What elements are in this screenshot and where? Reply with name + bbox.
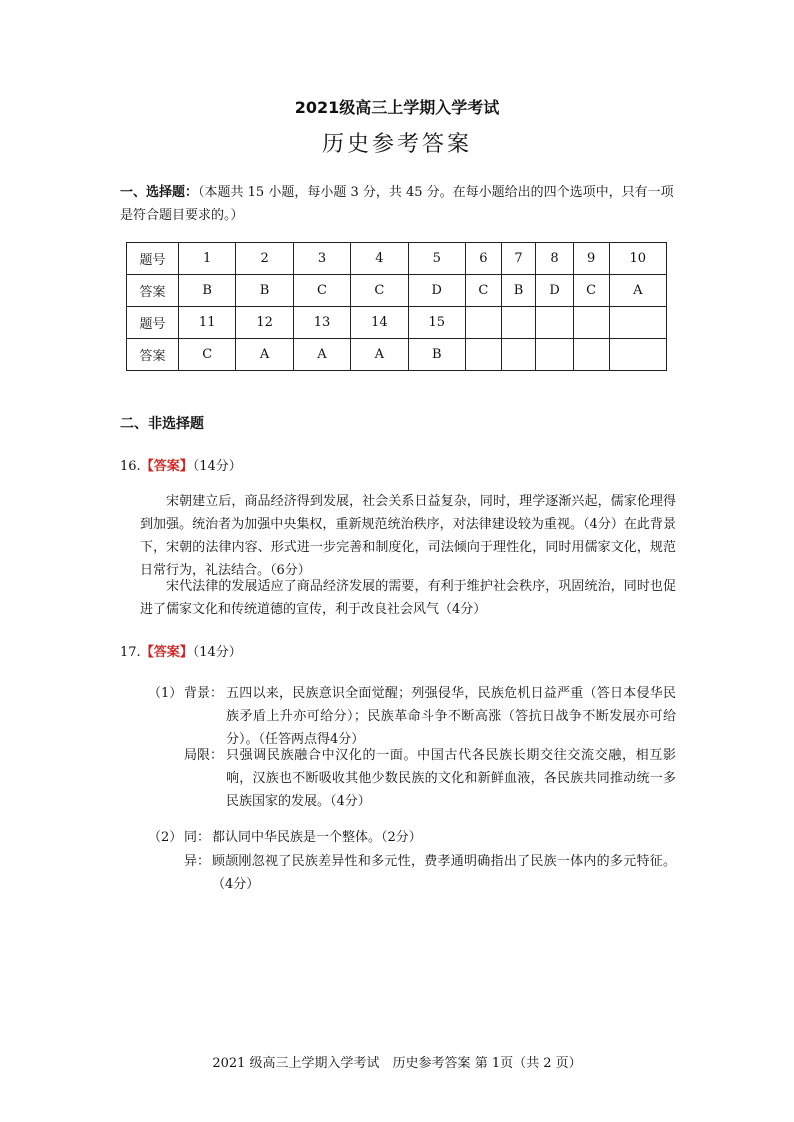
table-cell [501,339,536,371]
table-cell: 14 [351,307,408,339]
q17-diff-label: 异： [184,854,211,869]
table-cell: A [351,339,408,371]
q17-limitation-text: 只强调民族融合中汉化的一面。中国古代各民族长期交往交流交融，相互影响，汉族也不断吸收其他少数民族的文化和新鲜血液，各民族共同推动统一多民族国家的发展。（4分） [226,748,676,809]
q17-answer-tag: 【答案】 [140,645,193,660]
table-cell: D [408,275,465,307]
section1-heading [120,181,680,227]
table-cell: C [179,339,236,371]
table-cell [501,307,536,339]
table-cell-label: 题号 [127,307,179,339]
q17-background-text: 五四以来，民族意识全面觉醒；列强侵华，民族危机日益严重（答日本侵华民族矛盾上升亦可给分）；民族革命斗争不断高涨（答抗日战争不断发展亦可给分）。（任答两点得4分） [226,686,676,747]
table-cell [609,307,666,339]
table-cell: A [293,339,350,371]
exam-title: 2021级高三上学期入学考试 [294,98,500,117]
q16-paragraph-2: 宋代法律的发展适应了商品经济发展的需要，有利于维护社会秩序，巩固统治，同时也促进了儒家文化和传统道德的宣传，利于改良社会风气（4分） [140,579,676,617]
table-cell: B [501,275,536,307]
page-footer: 2021 级高三上学期入学考试 历史参考答案 第 1页（共 2 页） [212,1056,582,1071]
table-row [127,243,667,275]
table-cell: A [236,339,293,371]
table-cell-label: 题号 [127,243,179,275]
table-cell: 8 [536,243,573,275]
q17-limitation-label: 局限： [184,748,224,763]
section1-desc: （本题共 15 小题，每小题 3 分，共 45 分。在每小题给出的四个选项中，只有一项是符合题目要求的。） [120,185,674,223]
table-cell [465,339,501,371]
table-cell-label: 答案 [127,275,179,307]
table-cell: 9 [573,243,609,275]
table-cell-label: 答案 [127,339,179,371]
table-row [127,339,667,371]
q16-score: （14分） [192,459,242,474]
answer-key-title: 历史参考答案 [321,132,472,157]
table-cell: 12 [236,307,293,339]
table-cell: 15 [408,307,465,339]
q17-same-text: 都认同中华民族是一个整体。（2分） [212,830,422,845]
table-cell: C [351,275,408,307]
table-cell [573,339,609,371]
table-cell: 2 [236,243,293,275]
table-cell [573,307,609,339]
q16-paragraph-1: 宋朝建立后，商品经济得到发展，社会关系日益复杂，同时，理学逐渐兴起，儒家伦理得到加强。统治者为加强中央集权，重新规范统治秩序，对法律建设较为重视。（4分）在此背景下，宋朝的法律内容、形式进一步完善和制度化，司法倾向于理性化，同时用儒家文化，规范日常行为，礼法结合。（6分） [140,494,676,578]
table-cell: 4 [351,243,408,275]
table-cell: 1 [179,243,236,275]
q16-heading [120,455,242,474]
q17-heading [120,641,242,660]
table-cell: 7 [501,243,536,275]
table-cell: D [536,275,573,307]
q17-sub2-number: （2） [148,830,183,845]
table-cell: B [236,275,293,307]
table-row [127,307,667,339]
table-cell [465,307,501,339]
table-cell: C [293,275,350,307]
table-cell: A [609,275,666,307]
q17-number: 17. [120,645,141,660]
table-row [127,275,667,307]
table-cell: C [573,275,609,307]
q17-background-label: 背景： [184,686,224,701]
table-cell [536,339,573,371]
section2-heading: 二、非选择题 [120,416,204,432]
answer-table [126,242,667,371]
q17-same-label: 同： [184,830,211,845]
q16-answer-tag: 【答案】 [140,459,193,474]
q16-number: 16. [120,459,141,474]
table-cell: C [465,275,501,307]
section1-label: 一、选择题： [120,185,199,200]
table-cell [536,307,573,339]
table-cell: 11 [179,307,236,339]
table-cell: B [408,339,465,371]
q17-diff-text: 顾颉刚忽视了民族差异性和多元性，费孝通明确指出了民族一体内的多元特征。（4分） [212,854,676,892]
q17-score: （14分） [192,645,242,660]
table-cell: 3 [293,243,350,275]
table-cell: B [179,275,236,307]
table-cell: 6 [465,243,501,275]
table-cell: 10 [609,243,666,275]
table-cell: 5 [408,243,465,275]
q17-sub1-number: （1） [148,686,183,701]
table-cell: 13 [293,307,350,339]
table-cell [609,339,666,371]
